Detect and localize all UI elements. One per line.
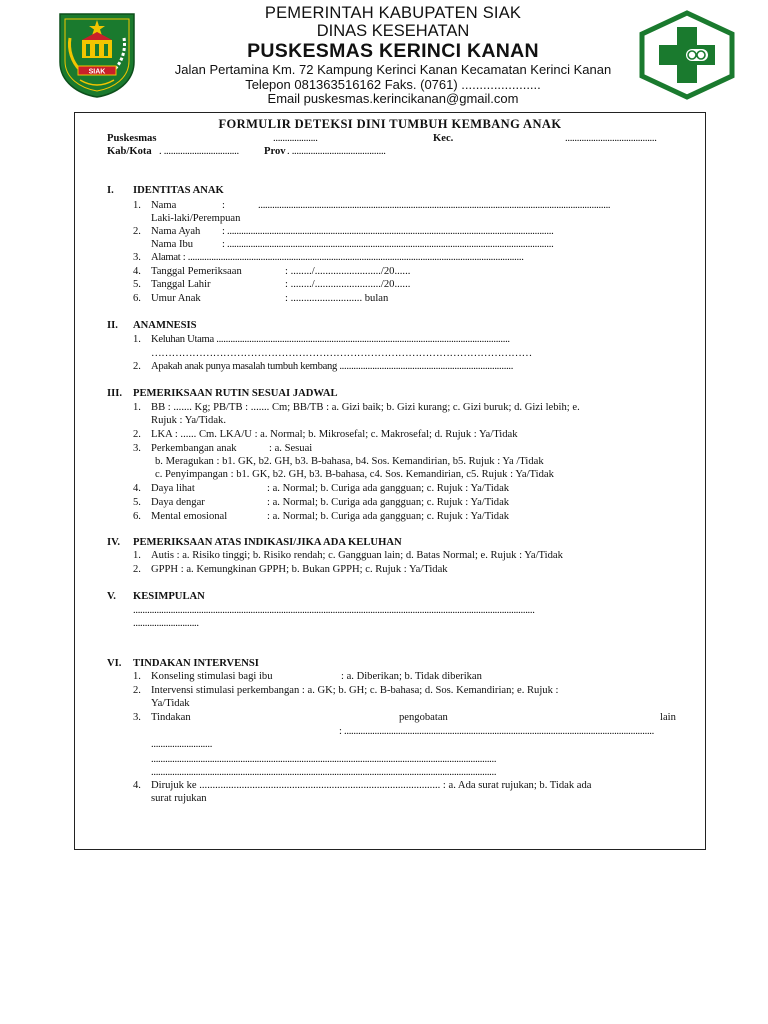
autis-options[interactable]: Autis : a. Risiko tinggi; b. Risiko rendah; c. Gangguan lain; d. Batas Normal; e. Rujuk : Ya/Tidak — [151, 550, 563, 561]
puskesmas-label: Puskesmas — [107, 133, 157, 144]
item-num: 1. — [133, 200, 141, 211]
section-2-title: ANAMNESIS — [133, 320, 197, 331]
alamat-field[interactable]: Alamat : ............................................................................................................................................... — [151, 252, 524, 263]
section-5-num: V. — [107, 591, 116, 602]
section-4-num: IV. — [107, 537, 121, 548]
keluhan-utama-cont[interactable]: ………………………………………………………………………………………………… — [151, 348, 532, 359]
keluhan-utama-field[interactable]: Keluhan Utama ............................................................................................................................. — [151, 334, 510, 345]
nama-label: Nama — [151, 200, 177, 211]
nama-ayah-field[interactable]: : ........................................................................................................................................... — [222, 226, 554, 237]
siak-regency-logo — [56, 10, 138, 98]
dirujuk-cont: surat rujukan — [151, 793, 207, 804]
tindakan-field-line3[interactable]: ................................................................................................................................................... — [151, 754, 497, 765]
section-5-title: KESIMPULAN — [133, 591, 205, 602]
nama-ibu-label: Nama Ibu — [151, 239, 194, 250]
daya-dengar-label: Daya dengar — [151, 497, 205, 508]
perkembangan-option-a[interactable]: : a. Sesuai — [269, 443, 313, 454]
item-num: 2. — [133, 685, 141, 696]
logo-text: SIAK — [88, 68, 106, 76]
item-num: 4. — [133, 780, 141, 791]
item-num: 3. — [133, 443, 141, 454]
item-num: 1. — [133, 671, 141, 682]
section-6-title: TINDAKAN INTERVENSI — [133, 658, 259, 669]
masalah-tumbuh-kembang-field[interactable]: Apakah anak punya masalah tumbuh kembang .......................................................................... — [151, 361, 514, 372]
item-num: 2. — [133, 564, 141, 575]
agency-name: DINAS KESEHATAN — [316, 22, 470, 40]
phone: Telepon 081363516162 Faks. (0761) ...................... — [245, 76, 541, 92]
form-box — [74, 112, 706, 850]
kabkota-label: Kab/Kota — [107, 146, 152, 157]
tindakan-word: Tindakan — [151, 712, 191, 723]
email: Email puskesmas.kerincikanan@gmail.com — [267, 91, 519, 106]
tanggal-lahir-label: Tanggal Lahir — [151, 279, 211, 290]
letterhead-text — [150, 4, 636, 107]
kabkota-field[interactable]: . ................................ — [159, 146, 239, 157]
item-num: 1. — [133, 334, 141, 345]
prov-field[interactable]: . ........................................ — [287, 146, 386, 157]
bb-pb-field[interactable]: BB : ....... Kg; PB/TB : ....... Cm; BB/TB : a. Gizi baik; b. Gizi kurang; c. Gizi buruk; d. Gizi lebih; e. — [151, 402, 580, 413]
government-name: PEMERINTAH KABUPATEN SIAK — [264, 4, 522, 22]
perkembangan-label: Perkembangan anak — [151, 443, 237, 454]
nama-ayah-label: Nama Ayah — [151, 226, 201, 237]
item-num: 3. — [133, 252, 141, 263]
health-cross-icon — [638, 10, 736, 100]
tindakan-field[interactable]: : .................................................................................................................................... — [339, 726, 654, 737]
section-2-num: II. — [107, 320, 118, 331]
daya-lihat-options[interactable]: : a. Normal; b. Curiga ada gangguan; c. Rujuk : Ya/Tidak — [267, 483, 510, 494]
intervensi-cont: Ya/Tidak — [151, 698, 190, 709]
tanggal-pemeriksaan-label: Tanggal Pemeriksaan — [151, 266, 242, 277]
umur-anak-label: Umur Anak — [151, 293, 201, 304]
section-6-num: VI. — [107, 658, 122, 669]
prov-label: Prov — [264, 146, 286, 157]
letterhead — [0, 0, 768, 106]
form-title: FORMULIR DETEKSI DINI TUMBUH KEMBANG ANAK — [218, 117, 562, 131]
section-3-num: III. — [107, 388, 123, 399]
section-4-title: PEMERIKSAAN ATAS INDIKASI/JIKA ADA KELUHAN — [133, 537, 402, 548]
mental-emosional-label: Mental emosional — [151, 511, 228, 522]
mental-emosional-options[interactable]: : a. Normal; b. Curiga ada gangguan; c. Rujuk : Ya/Tidak — [267, 511, 510, 522]
address: Jalan Pertamina Km. 72 Kampung Kerinci Kanan Kecamatan Kerinci Kanan — [174, 62, 612, 77]
daya-dengar-options[interactable]: : a. Normal; b. Curiga ada gangguan; c. Rujuk : Ya/Tidak — [267, 497, 510, 508]
kesimpulan-field-cont[interactable]: ............................ — [133, 618, 199, 629]
gender-text[interactable]: Laki-laki/Perempuan — [151, 213, 241, 224]
konseling-label: Konseling stimulasi bagi ibu — [151, 671, 273, 682]
nama-field[interactable]: ...................................................................................................................................................... — [258, 200, 611, 211]
kec-field[interactable]: ....................................... — [565, 133, 657, 144]
intervensi-options[interactable]: Intervensi stimulasi perkembangan : a. GK; b. GH; c. B-bahasa; d. Sos. Kemandirian; e. Rujuk : — [151, 685, 559, 696]
item-num: 3. — [133, 712, 141, 723]
umur-anak-field[interactable]: : ........................... bulan — [285, 293, 389, 304]
gpph-options[interactable]: GPPH : a. Kemungkinan GPPH; b. Bukan GPPH; c. Rujuk : Ya/Tidak — [151, 564, 448, 575]
perkembangan-option-b[interactable]: b. Meragukan : b1. GK, b2. GH, b3. B-bahasa, b4. Sos. Kemandirian, b5. Rujuk : Ya /Tidak — [155, 456, 544, 467]
section-1-title: IDENTITAS ANAK — [133, 185, 224, 196]
institution-name: PUSKESMAS KERINCI KANAN — [247, 40, 539, 62]
dirujuk-field[interactable]: Dirujuk ke ........................................................................................... : a. Ada surat rujukan; b. Tidak ada — [151, 780, 592, 791]
nama-colon: : — [222, 200, 225, 211]
tanggal-pemeriksaan-field[interactable]: : ......../........................./20...... — [285, 266, 411, 277]
puskesmas-field[interactable]: ................... — [273, 133, 318, 144]
kec-label: Kec. — [433, 133, 454, 144]
item-num: 5. — [133, 279, 141, 290]
item-num: 6. — [133, 511, 141, 522]
item-num: 4. — [133, 483, 141, 494]
item-num: 1. — [133, 402, 141, 413]
item-num: 5. — [133, 497, 141, 508]
item-num: 4. — [133, 266, 141, 277]
item-num: 2. — [133, 226, 141, 237]
tanggal-lahir-field[interactable]: : ......../........................./20...... — [285, 279, 411, 290]
kesimpulan-field[interactable]: ........................................................................................................................................................................... — [133, 605, 535, 616]
item-num: 2. — [133, 429, 141, 440]
tindakan-field-cont[interactable]: .......................... — [151, 739, 213, 750]
tindakan-field-line4[interactable]: ................................................................................................................................................... — [151, 767, 497, 778]
perkembangan-option-c[interactable]: c. Penyimpangan : b1. GK, b2. GH, b3. B-bahasa, c4. Sos. Kemandirian, c5. Rujuk : Ya/Tidak — [155, 469, 554, 480]
item-num: 1. — [133, 550, 141, 561]
section-1-num: I. — [107, 185, 114, 196]
bb-pb-cont: Rujuk : Ya/Tidak. — [151, 415, 226, 426]
item-num: 2. — [133, 361, 141, 372]
konseling-options[interactable]: : a. Diberikan; b. Tidak diberikan — [341, 671, 482, 682]
nama-ibu-field[interactable]: : ........................................................................................................................................... — [222, 239, 554, 250]
item-num: 6. — [133, 293, 141, 304]
lka-field[interactable]: LKA : ...... Cm. LKA/U : a. Normal; b. Mikrosefal; c. Makrosefal; d. Rujuk : Ya/Tidak — [151, 429, 518, 440]
pengobatan-word: pengobatan — [399, 712, 448, 723]
lain-word: lain — [660, 712, 676, 723]
daya-lihat-label: Daya lihat — [151, 483, 195, 494]
section-3-title: PEMERIKSAAN RUTIN SESUAI JADWAL — [133, 388, 338, 399]
